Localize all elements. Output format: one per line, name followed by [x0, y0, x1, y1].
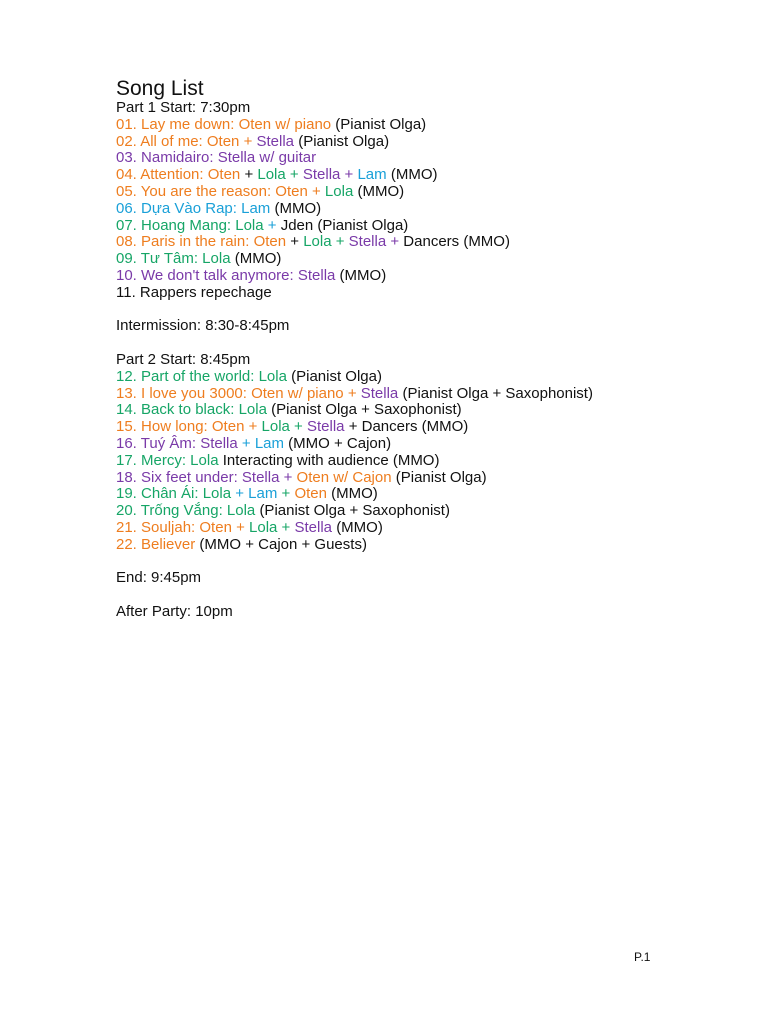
- list-item-segment: (MMO): [357, 182, 405, 200]
- list-item-segment: Lola +: [257, 166, 303, 184]
- list-item-segment: (Pianist Olga): [395, 468, 487, 486]
- list-item-segment: 20. Trống Vắng: Lola: [116, 502, 260, 520]
- list-item: [116, 470, 736, 487]
- blank-line: [116, 335, 736, 352]
- page-title: Song List: [116, 77, 204, 100]
- list-item-segment: (MMO): [336, 518, 383, 536]
- list-item-segment: (MMO + Cajon + Guests): [199, 535, 367, 553]
- list-item-segment: Intermission: 8:30-8:45pm: [116, 317, 290, 335]
- list-item-segment: (Pianist Olga + Saxophonist): [271, 401, 462, 419]
- list-item-segment: 15. How long: Oten +: [116, 418, 262, 436]
- list-item-segment: Jden (Pianist Olga): [280, 216, 409, 234]
- list-item-segment: Stella: [306, 418, 349, 436]
- list-item-segment: Part 2 Start: 8:45pm: [116, 350, 251, 368]
- list-item: [116, 218, 736, 235]
- list-item-segment: (MMO): [339, 266, 387, 284]
- list-item-segment: 13. I love you 3000: Oten w/ piano +: [116, 384, 361, 402]
- list-item-segment: Lola +: [261, 418, 307, 436]
- list-item-segment: (MMO): [331, 485, 378, 503]
- list-item: [116, 352, 736, 369]
- list-item: [116, 285, 736, 302]
- list-item-segment: 03. Namidairo: Stella w/ guitar: [116, 149, 317, 167]
- list-item-segment: (MMO): [390, 166, 438, 184]
- list-item-segment: (Pianist Olga + Saxophonist): [259, 502, 450, 520]
- list-item-segment: 19. Chân Ái: Lola: [116, 485, 236, 503]
- list-item-segment: Lola +: [249, 518, 295, 536]
- list-item: [116, 402, 736, 419]
- list-item-segment: 06. Dựa Vào Rap: Lam: [116, 199, 275, 217]
- list-item: [116, 520, 736, 537]
- blank-line: [116, 587, 736, 604]
- list-item-segment: 12. Part of the world: Lola: [116, 367, 292, 385]
- list-item-segment: Stella: [256, 132, 299, 150]
- list-item-segment: Interacting with audience (MMO): [222, 451, 440, 469]
- list-item-segment: 09. Tư Tâm: Lola: [116, 250, 235, 268]
- list-item-segment: 18. Six feet under: Stella +: [116, 468, 297, 486]
- list-item: [116, 570, 736, 587]
- list-item: [116, 318, 736, 335]
- page-number: P.1: [634, 950, 651, 964]
- list-item: [116, 167, 736, 184]
- list-item-segment: Lam: [357, 166, 391, 184]
- list-item-segment: Oten w/ Cajon: [296, 468, 396, 486]
- list-item: [116, 251, 736, 268]
- list-item-segment: Part 1 Start: 7:30pm: [116, 99, 251, 116]
- list-item: [116, 100, 736, 117]
- list-item: [116, 453, 736, 470]
- list-item: [116, 537, 736, 554]
- list-item-segment: 14. Back to black: Lola: [116, 401, 272, 419]
- list-item-segment: 22. Believer: [116, 535, 200, 553]
- list-item: [116, 503, 736, 520]
- song-list: [116, 100, 736, 621]
- list-item: [116, 486, 736, 503]
- list-item-segment: 21. Souljah: Oten +: [116, 518, 250, 536]
- list-item-segment: (MMO): [274, 199, 322, 217]
- list-item-segment: (MMO + Cajon): [288, 434, 392, 452]
- list-item-segment: Lola +: [303, 233, 349, 251]
- list-item-segment: Stella +: [348, 233, 404, 251]
- list-item: [116, 369, 736, 386]
- list-item: [116, 201, 736, 218]
- list-item-segment: 17. Mercy: Lola: [116, 451, 223, 469]
- list-item-segment: 07. Hoang Mang: Lola: [116, 216, 268, 234]
- list-item-segment: Oten: [294, 485, 332, 503]
- list-item-segment: + Dancers (MMO): [348, 418, 469, 436]
- list-item-segment: After Party: 10pm: [116, 602, 233, 620]
- list-item: [116, 386, 736, 403]
- list-item-segment: +: [267, 216, 281, 234]
- list-item-segment: + Lam: [235, 485, 282, 503]
- list-item-segment: +: [290, 233, 304, 251]
- list-item-segment: 10. We don't talk anymore: Stella: [116, 266, 340, 284]
- list-item: [116, 268, 736, 285]
- list-item-segment: (Pianist Olga): [335, 115, 427, 133]
- list-item-segment: + Lam: [241, 434, 289, 452]
- list-item-segment: (Pianist Olga): [291, 367, 382, 385]
- list-item: [116, 436, 736, 453]
- list-item-segment: 04. Attention: Oten: [116, 166, 245, 184]
- list-item-segment: Stella +: [302, 166, 358, 184]
- list-item: [116, 134, 736, 151]
- list-item-segment: 01. Lay me down: Oten w/ piano: [116, 115, 336, 133]
- list-item-segment: Dancers (MMO): [403, 233, 510, 251]
- list-item-segment: 02. All of me: Oten +: [116, 132, 257, 150]
- list-item-segment: 11. Rappers repechage: [116, 283, 272, 301]
- list-item-segment: Stella: [294, 518, 337, 536]
- list-item: [116, 419, 736, 436]
- list-item-segment: (Pianist Olga): [298, 132, 390, 150]
- document-page: [116, 76, 736, 621]
- list-item-segment: +: [281, 485, 295, 503]
- list-item: [116, 604, 736, 621]
- list-item: [116, 234, 736, 251]
- list-item-segment: Stella: [360, 384, 403, 402]
- list-item-segment: End: 9:45pm: [116, 569, 202, 587]
- blank-line: [116, 554, 736, 571]
- list-item: [116, 150, 736, 167]
- list-item-segment: 05. You are the reason: Oten +: [116, 182, 325, 200]
- list-item: [116, 117, 736, 134]
- list-item: [116, 184, 736, 201]
- list-item-segment: +: [244, 166, 258, 184]
- list-item-segment: (MMO): [234, 250, 282, 268]
- list-item-segment: Lola: [324, 182, 358, 200]
- blank-line: [116, 302, 736, 319]
- list-item-segment: 08. Paris in the rain: Oten: [116, 233, 291, 251]
- list-item-segment: 16. Tuý Âm: Stella: [116, 434, 242, 452]
- list-item-segment: (Pianist Olga + Saxophonist): [402, 384, 593, 402]
